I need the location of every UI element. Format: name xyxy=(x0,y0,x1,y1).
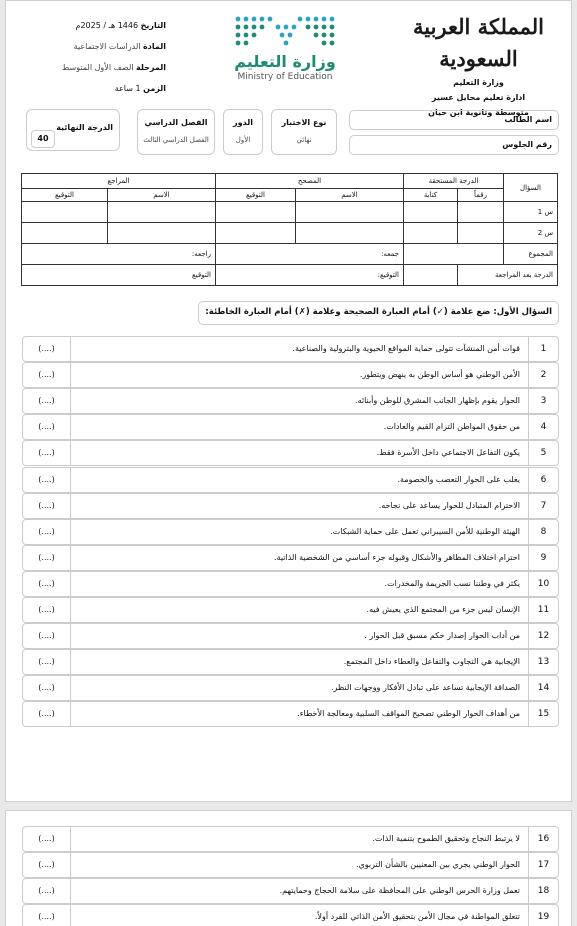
moe-dots-icon xyxy=(230,13,340,51)
question-text: الحوار يقوم بإظهار الجانب المشرق للوطن وأبنائه. xyxy=(355,396,520,406)
answer-blank[interactable]: (....) xyxy=(23,572,71,596)
header-left-block xyxy=(26,15,166,99)
question-number: 17 xyxy=(528,853,558,877)
answer-blank[interactable]: (....) xyxy=(23,702,71,726)
question-row xyxy=(22,904,559,926)
section-title: السؤال الأول: ضع علامة (✓) أمام العبارة الصحيحة وعلامة (✗) أمام العبارة الخاطئة: xyxy=(198,301,559,325)
answer-blank[interactable]: (....) xyxy=(23,650,71,674)
question-number: 1 xyxy=(528,337,558,361)
question-row xyxy=(22,826,559,852)
question-row xyxy=(22,701,559,727)
question-text: لا يرتبط النجاح وتحقيق الطموح بتنمية الذات. xyxy=(372,834,520,843)
corrector-name-header: الاسم xyxy=(296,189,404,202)
question-text: يكون التفاعل الاجتماعي داخل الأسرة فقط. xyxy=(376,448,520,458)
question-row xyxy=(22,649,559,675)
question-number: 19 xyxy=(528,905,558,926)
exam-page-2 xyxy=(5,810,572,926)
question-text: الإنسان ليس جزء من المجتمع الذي يعيش فيه. xyxy=(366,605,520,614)
question-text: من أداب الحوار إصدار حكم مسبق قبل الحوار . xyxy=(364,631,520,641)
question-number: 8 xyxy=(528,520,558,544)
corrector-col-header: المصحح xyxy=(216,174,404,189)
subject-line: المادة الدراسات الاجتماعية xyxy=(73,42,166,51)
collected-by[interactable]: جمعه: xyxy=(216,244,404,265)
question-row xyxy=(22,414,559,440)
question-number: 16 xyxy=(528,827,558,851)
question-text: الأمن الوطني هو أساس الوطن به ينهض ويتطور. xyxy=(359,370,520,380)
seat-number-field[interactable]: رقم الجلوس xyxy=(349,135,559,155)
answer-blank[interactable]: (....) xyxy=(23,676,71,700)
answer-blank[interactable]: (....) xyxy=(23,624,71,648)
moe-english-name: Ministry of Education xyxy=(237,72,333,82)
exam-page-1 xyxy=(5,0,572,802)
question-text: الهيئة الوطنية للأمن السيبراني تعمل على حماية الشبكات. xyxy=(330,526,520,536)
question-col-header: السؤال xyxy=(504,174,558,202)
question-text: الحوار الوطني يجري بين المعنيين بالشأن التربوي. xyxy=(355,860,520,870)
grade-row-total: المجموع جمعه: راجعه: xyxy=(22,244,558,265)
header-right-block xyxy=(396,11,561,120)
question-number: 7 xyxy=(528,494,558,518)
question-number: 11 xyxy=(528,598,558,622)
answer-blank[interactable]: (....) xyxy=(23,468,71,492)
corrector-signature-header: التوقيع xyxy=(216,189,296,202)
reviewer-signature-header: التوقيع xyxy=(22,189,108,202)
exam-type-box: نوع الاختبار نهائي xyxy=(271,109,337,155)
answer-blank[interactable]: (....) xyxy=(23,415,71,439)
answer-blank[interactable]: (....) xyxy=(23,389,71,413)
question-row xyxy=(22,852,559,878)
question-row xyxy=(22,336,559,362)
digits-col-header: رقماً xyxy=(458,189,504,202)
reviewer-signature[interactable]: التوقيع xyxy=(22,265,216,286)
kingdom-logo-text: المملكة العربية السعودية xyxy=(412,14,545,71)
question-text: من حقوق المواطن التزام القيم والعادات. xyxy=(383,422,520,432)
answer-blank[interactable]: (....) xyxy=(23,363,71,387)
question-text: يكثر في وطننا نسب الجريمة والمخدرات. xyxy=(384,578,520,588)
answer-blank[interactable]: (....) xyxy=(23,598,71,622)
reviewed-by[interactable]: راجعه: xyxy=(22,244,216,265)
question-text: الصداقة الإيجابية تساعد على تبادل الأفكار ووجهات النظر. xyxy=(330,683,520,693)
question-text: يغلب على الحوار التعصب والخصومة. xyxy=(397,474,520,484)
question-number: 4 xyxy=(528,415,558,439)
date-line: التاريخ 1446 هـ / 2025م xyxy=(75,21,166,30)
answer-blank[interactable]: (....) xyxy=(23,494,71,518)
grade-row-q2: س 2 xyxy=(22,223,558,244)
stage-line: المرحلة الصف الأول المتوسط xyxy=(61,63,166,72)
question-number: 12 xyxy=(528,624,558,648)
directorate-line: ادارة تعليم محايل عسير xyxy=(431,93,526,102)
question-number: 3 xyxy=(528,389,558,413)
term-box: الفصل الدراسي الفصل الدراسي الثالث xyxy=(137,109,215,155)
answer-blank[interactable]: (....) xyxy=(23,337,71,361)
question-number: 6 xyxy=(528,468,558,492)
question-text: احترام اختلاف المظاهر والأشكال وقبوله جزء أساسي من الشخصية الذاتية. xyxy=(274,552,520,562)
question-number: 10 xyxy=(528,572,558,596)
question-number: 13 xyxy=(528,650,558,674)
grade-row-after-review: الدرجة بعد المراجعة التوقيع: التوقيع xyxy=(22,265,558,286)
school-line: متوسطة وثانوية ابن حيان xyxy=(428,108,529,117)
round-box: الدور الأول xyxy=(223,109,263,155)
moe-arabic-name: وزارة التعليم xyxy=(234,52,336,71)
answer-blank[interactable]: (....) xyxy=(23,879,71,903)
grades-table xyxy=(21,173,558,286)
question-text: الإيجابية هي التجاوب والتفاعل والعطاء داخل المجتمع. xyxy=(343,657,520,667)
question-row xyxy=(22,467,559,493)
question-text: تتعلق المواطنة في مجال الأمن بتحقيق الأمن الذاتي للفرد أولاً. xyxy=(314,912,520,922)
question-row xyxy=(22,675,559,701)
answer-blank[interactable]: (....) xyxy=(23,546,71,570)
question-row xyxy=(22,571,559,597)
question-text: الاحترام المتبادل للحوار يساعد على نجاحه. xyxy=(378,500,520,510)
answer-blank[interactable]: (....) xyxy=(23,827,71,851)
question-text: من أهداف الحوار الوطني تصحيح المواقف السلبية ومعالجة الأخطاء. xyxy=(297,709,520,719)
answer-blank[interactable]: (....) xyxy=(23,441,71,465)
student-name-field[interactable]: اسم الطالب xyxy=(349,110,559,130)
question-row xyxy=(22,519,559,545)
question-number: 15 xyxy=(528,702,558,726)
question-number: 2 xyxy=(528,363,558,387)
question-number: 9 xyxy=(528,546,558,570)
question-number: 5 xyxy=(528,441,558,465)
ministry-line: وزارة التعليم xyxy=(453,78,504,87)
final-grade-box: الدرجة النهائية 40 xyxy=(26,109,120,151)
question-row xyxy=(22,388,559,414)
question-row xyxy=(22,545,559,571)
corrector-signature[interactable]: التوقيع: xyxy=(216,265,404,286)
answer-blank[interactable]: (....) xyxy=(23,520,71,544)
question-number: 14 xyxy=(528,676,558,700)
question-text: تعمل وزارة الحرس الوطني على المحافظة على سلامة الحجاج وحمايتهم. xyxy=(279,886,520,896)
question-number: 18 xyxy=(528,879,558,903)
question-row xyxy=(22,878,559,904)
answer-blank[interactable]: (....) xyxy=(23,853,71,877)
answer-blank[interactable]: (....) xyxy=(23,905,71,926)
question-row xyxy=(22,362,559,388)
question-row xyxy=(22,623,559,649)
time-line: الزمن 1 ساعة xyxy=(114,84,166,93)
reviewer-name-header: الاسم xyxy=(108,189,216,202)
grade-row-q1: س 1 xyxy=(22,202,558,223)
question-text: قوات أمن المنشآت تتولى حماية المواقع الحيوية والبترولية والصناعية. xyxy=(292,344,520,353)
reviewer-col-header: المراجع xyxy=(22,174,216,189)
earned-col-header: الدرجة المستحقة xyxy=(404,174,504,189)
question-row xyxy=(22,493,559,519)
moe-logo xyxy=(224,13,346,83)
question-row xyxy=(22,440,559,466)
words-col-header: كتابة xyxy=(404,189,458,202)
question-row xyxy=(22,597,559,623)
